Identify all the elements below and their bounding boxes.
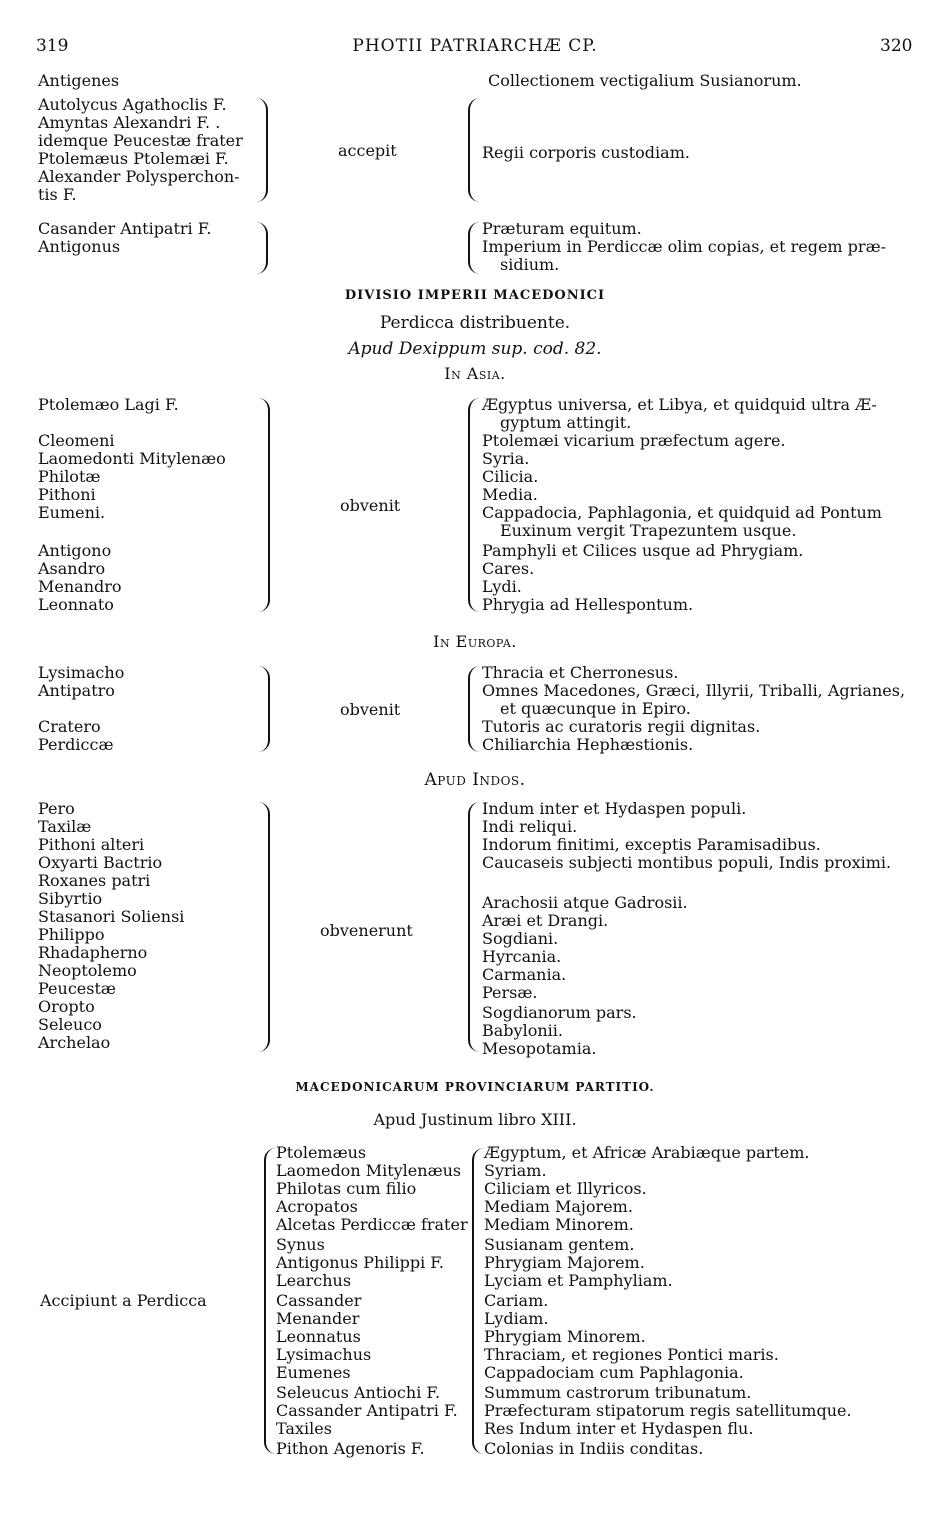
partitio-name: Philotas cum filio [276,1179,417,1198]
indos-province: Indi reliqui. [482,817,578,836]
indos-recipient: Peucestæ [38,979,116,998]
group1-name: idemque Peucestæ frater [38,131,243,150]
europa-verb: obvenit [340,700,401,719]
indos-province: Caucaseis subjecti montibus populi, Indis proximi. [482,853,892,872]
partitio-province: Colonias in Indiis conditas. [484,1439,704,1458]
partitio-province: Res Indum inter et Hydaspen flu. [484,1419,754,1438]
asia-recipient: Pithoni [38,485,96,504]
indos-recipient: Stasanori Soliensi [38,907,185,926]
partitio-name: Eumenes [276,1363,351,1382]
indos-recipient: Pero [38,799,75,818]
asia-province: Syria. [482,449,530,468]
europa-province: Chiliarchia Hephæstionis. [482,735,694,754]
antigenes-assignment: Collectionem vectigalium Susianorum. [488,71,802,90]
indos-verb: obvenerunt [320,921,413,940]
asia-province: Lydi. [482,577,522,596]
partitio-name: Cassander Antipatri F. [276,1401,458,1420]
partitio-name: Antigonus Philippi F. [276,1253,444,1272]
indos-recipient: Roxanes patri [38,871,151,890]
right-brace [468,98,480,202]
partitio-province: Ægyptum, et Africæ Arabiæque partem. [484,1143,810,1162]
region-heading-asia: In Asia. [444,364,506,383]
asia-recipient: Laomedonti Mitylenæo [38,449,226,468]
partitio-name: Synus [276,1235,325,1254]
indos-recipient: Oropto [38,997,95,1016]
europa-province: Omnes Macedones, Græci, Illyrii, Triballi, Agrianes, [482,681,906,700]
europa-province: et quæcunque in Epiro. [500,699,691,718]
partitio-name: Ptolemæus [276,1143,367,1162]
indos-province: Arachosii atque Gadrosii. [482,893,688,912]
group2-name: Casander Antipatri F. [38,219,212,238]
left-brace [258,666,270,752]
partitio-name: Lysimachus [276,1345,372,1364]
page-number-right: 320 [880,36,913,56]
section-subtitle: Perdicca distribuente. [379,313,571,333]
group1-name: Autolycus Agathoclis F. [38,95,227,114]
partitio-name: Laomedon Mitylenæus [276,1161,462,1180]
partitio-province: Summum castrorum tribunatum. [484,1383,752,1402]
partitio-province: Susianam gentem. [484,1235,635,1254]
partitio-province: Cappadociam cum Paphlagonia. [484,1363,744,1382]
running-title: PHOTII PATRIARCHÆ CP. [352,36,598,56]
group2-assignment: Præturam equitum. [482,219,642,238]
europa-recipient: Cratero [38,717,101,736]
partitio-province: Lydiam. [484,1309,549,1328]
left-brace [258,802,270,1052]
partitio-province: Lyciam et Pamphyliam. [484,1271,673,1290]
asia-recipient: Antigono [38,541,112,560]
indos-province: Indorum finitimi, exceptis Paramisadibus. [482,835,821,854]
partitio-name: Learchus [276,1271,352,1290]
asia-province: Euxinum vergit Trapezuntem usque. [500,521,797,540]
partitio-province: Cariam. [484,1291,549,1310]
left-brace [258,398,270,612]
indos-province: Sogdianorum pars. [482,1003,637,1022]
indos-recipient: Sibyrtio [38,889,103,908]
group2-name: Antigonus [38,237,121,256]
antigenes-name: Antigenes [38,71,120,90]
asia-province: gyptum attingit. [500,413,632,432]
group1-name: Alexander Polysperchon- [38,167,240,186]
indos-province: Indum inter et Hydaspen populi. [482,799,747,818]
asia-recipient: Cleomeni [38,431,115,450]
partitio-name: Alcetas Perdiccæ frater [276,1215,468,1234]
asia-province: Cares. [482,559,535,578]
group2-assignment: Imperium in Perdiccæ olim copias, et regem præ- [482,237,887,256]
europa-recipient: Lysimacho [38,663,125,682]
right-brace [468,666,480,752]
indos-recipient: Taxilæ [38,817,92,836]
europa-recipient: Perdiccæ [38,735,114,754]
europa-recipient: Antipatro [38,681,115,700]
group1-assignment: Regii corporis custodiam. [482,143,690,162]
partitio-province: Thraciam, et regiones Pontici maris. [484,1345,779,1364]
partitio-province: Phrygiam Minorem. [484,1327,646,1346]
region-heading-indos [0,770,950,790]
indos-recipient: Philippo [38,925,105,944]
partitio-province: Mediam Majorem. [484,1197,633,1216]
partitio-name: Menander [276,1309,360,1328]
partitio-name: Seleucus Antiochi F. [276,1383,441,1402]
asia-province: Ægyptus universa, et Libya, et quidquid ultra Æ- [482,395,877,414]
asia-recipient: Ptolemæo Lagi F. [38,395,179,414]
europa-province: Tutoris ac curatoris regii dignitas. [482,717,761,736]
left-brace [256,222,268,274]
asia-province: Ptolemæi vicarium præfectum agere. [482,431,786,450]
partitio-source: Apud Justinum libro XIII. [373,1110,577,1129]
asia-recipient: Asandro [38,559,106,578]
asia-province: Cappadocia, Paphlagonia, et quidquid ad Pontum [482,503,882,522]
group1-verb: accepit [338,141,397,160]
partitio-name: Leonnatus [276,1327,361,1346]
region-heading-europa: In Europa. [433,632,517,651]
asia-province: Media. [482,485,538,504]
left-brace [264,1148,276,1454]
group2-assignment: sidium. [500,255,560,274]
indos-province: Aræi et Drangi. [482,911,609,930]
indos-recipient: Oxyarti Bactrio [38,853,163,872]
indos-recipient: Neoptolemo [38,961,137,980]
region-heading-indos-text: Apud Indos. [424,770,526,790]
partitio-name: Acropatos [276,1197,358,1216]
left-brace [256,98,268,202]
asia-recipient: Eumeni. [38,503,106,522]
asia-verb: obvenit [340,496,401,515]
right-brace [468,398,480,612]
group1-name: tis F. [38,185,77,204]
asia-province: Pamphyli et Cilices usque ad Phrygiam. [482,541,804,560]
partitio-province: Mediam Minorem. [484,1215,634,1234]
partitio-name: Pithon Agenoris F. [276,1439,425,1458]
indos-province: Babylonii. [482,1021,563,1040]
asia-recipient: Menandro [38,577,122,596]
indos-recipient: Seleuco [38,1015,102,1034]
asia-province: Phrygia ad Hellespontum. [482,595,694,614]
partitio-name: Cassander [276,1291,362,1310]
partitio-name: Taxiles [276,1419,332,1438]
page-number-left: 319 [36,36,69,56]
right-brace [468,802,480,1052]
partitio-province: Syriam. [484,1161,547,1180]
indos-recipient: Pithoni alteri [38,835,145,854]
partitio-province: Præfecturam stipatorum regis satellitumque. [484,1401,852,1420]
europa-province: Thracia et Cherronesus. [482,663,679,682]
indos-province: Mesopotamia. [482,1039,597,1058]
group1-name: Ptolemæus Ptolemæi F. [38,149,229,168]
partitio-province: Ciliciam et Illyricos. [484,1179,647,1198]
asia-recipient: Leonnato [38,595,114,614]
indos-recipient: Rhadapherno [38,943,148,962]
asia-province: Cilicia. [482,467,539,486]
partitio-province: Phrygiam Majorem. [484,1253,645,1272]
right-brace [468,222,480,274]
asia-recipient: Philotæ [38,467,101,486]
section-title-partitio: MACEDONICARUM PROVINCIARUM PARTITIO. [295,1080,655,1094]
indos-province: Persæ. [482,983,538,1002]
indos-province: Sogdiani. [482,929,559,948]
section-title-divisio: DIVISIO IMPERII MACEDONICI [344,288,606,303]
indos-province: Hyrcania. [482,947,562,966]
indos-province: Carmania. [482,965,567,984]
group1-name: Amyntas Alexandri F. . [38,113,221,132]
section-source: Apud Dexippum sup. cod. 82. [348,339,602,359]
partitio-left-label: Accipiunt a Perdicca [40,1291,207,1310]
right-brace [472,1148,484,1454]
indos-recipient: Archelao [38,1033,111,1052]
